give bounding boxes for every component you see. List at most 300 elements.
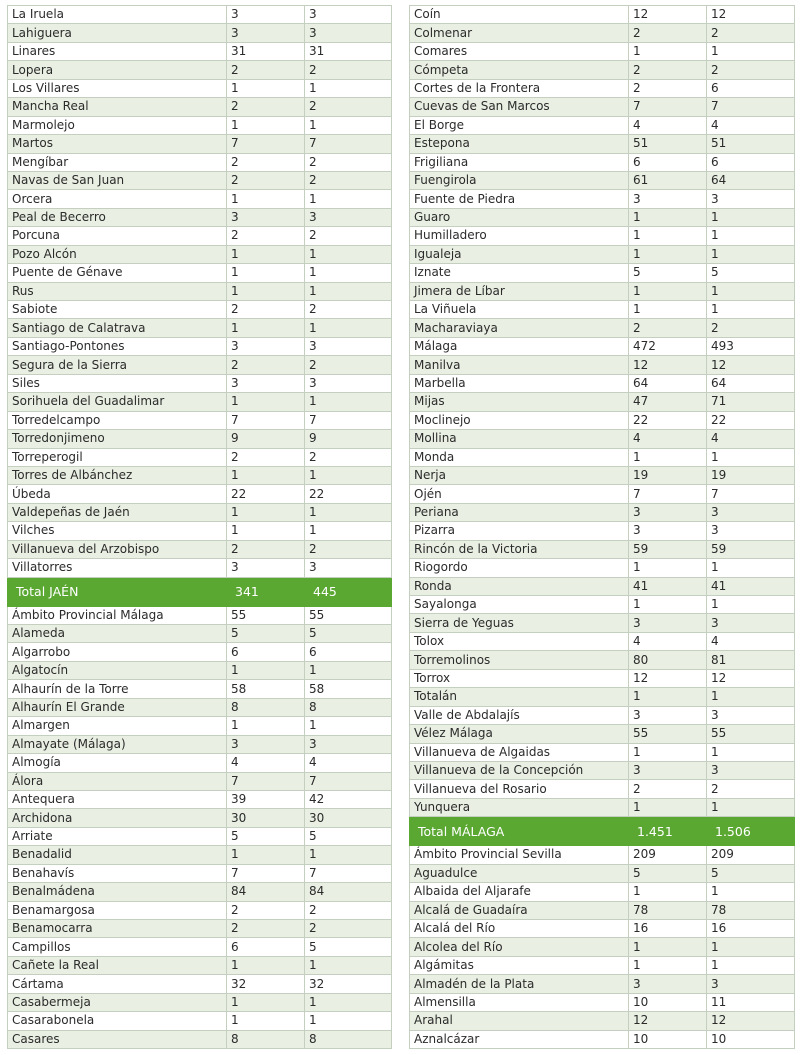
value-cell-2: 1 — [305, 846, 392, 864]
value-cell-2: 1 — [305, 79, 392, 97]
table-row — [8, 503, 392, 521]
value-cell-1: 1 — [629, 448, 707, 466]
table-row — [410, 743, 795, 761]
value-cell-2: 1 — [305, 717, 392, 735]
value-cell-2: 16 — [707, 920, 795, 938]
municipality-cell: Torremolinos — [410, 651, 629, 669]
table-row — [8, 698, 392, 716]
value-cell-1: 7 — [227, 135, 305, 153]
value-cell-1: 58 — [227, 680, 305, 698]
table-row — [8, 827, 392, 845]
value-cell-2: 3 — [707, 522, 795, 540]
value-cell-2: 2 — [707, 24, 795, 42]
value-cell-1: 1 — [227, 264, 305, 282]
value-cell-1: 55 — [227, 606, 305, 624]
municipality-cell: Macharaviaya — [410, 319, 629, 337]
municipality-cell: Algatocín — [8, 661, 227, 679]
value-cell-1: 1 — [629, 208, 707, 226]
municipality-cell: Almayate (Málaga) — [8, 735, 227, 753]
table-row — [8, 301, 392, 319]
value-cell-2: 3 — [707, 614, 795, 632]
table-row — [410, 282, 795, 300]
value-cell-1: 31 — [227, 42, 305, 60]
municipality-cell: Marmolejo — [8, 116, 227, 134]
value-cell-1: 10 — [629, 993, 707, 1011]
value-cell-2: 7 — [305, 411, 392, 429]
table-row — [410, 393, 795, 411]
municipality-cell: Pozo Alcón — [8, 245, 227, 263]
municipality-cell: Benahavís — [8, 864, 227, 882]
value-cell-2: 1 — [707, 938, 795, 956]
value-cell-1: 4 — [629, 632, 707, 650]
value-cell-1: 1 — [227, 1012, 305, 1030]
municipality-cell: Siles — [8, 374, 227, 392]
table-row — [410, 503, 795, 521]
value-cell-2: 12 — [707, 669, 795, 687]
table-row — [8, 956, 392, 974]
table-row — [8, 522, 392, 540]
table-row — [8, 540, 392, 558]
municipality-cell: Navas de San Juan — [8, 171, 227, 189]
value-cell-1: 1 — [629, 559, 707, 577]
municipality-cell: Mollina — [410, 430, 629, 448]
value-cell-2: 493 — [707, 337, 795, 355]
table-row — [410, 559, 795, 577]
table-row — [8, 208, 392, 226]
municipality-cell: Archidona — [8, 809, 227, 827]
value-cell-1: 19 — [629, 466, 707, 484]
table-row — [8, 606, 392, 624]
municipality-cell: Algámitas — [410, 956, 629, 974]
value-cell-1: 5 — [227, 625, 305, 643]
municipality-cell: Martos — [8, 135, 227, 153]
municipality-cell: Alcalá de Guadaíra — [410, 901, 629, 919]
value-cell-2: 4 — [707, 116, 795, 134]
municipality-cell: Torredelcampo — [8, 411, 227, 429]
value-cell-2: 7 — [707, 98, 795, 116]
value-cell-1: 51 — [629, 135, 707, 153]
value-cell-2: 5 — [707, 864, 795, 882]
value-cell-1: 1 — [629, 688, 707, 706]
municipality-cell: Moclinejo — [410, 411, 629, 429]
value-cell-2: 3 — [305, 735, 392, 753]
municipality-cell: Orcera — [8, 190, 227, 208]
table-row — [410, 956, 795, 974]
value-cell-1: 80 — [629, 651, 707, 669]
value-cell-1: 39 — [227, 790, 305, 808]
value-cell-2: 3 — [305, 559, 392, 577]
table-row — [8, 116, 392, 134]
value-cell-2: 78 — [707, 901, 795, 919]
value-cell-1: 3 — [227, 559, 305, 577]
table-row — [410, 171, 795, 189]
value-cell-1: 1.451 — [629, 817, 707, 846]
municipality-cell: Mijas — [410, 393, 629, 411]
municipality-cell: Villanueva del Rosario — [410, 780, 629, 798]
value-cell-1: 61 — [629, 171, 707, 189]
value-cell-2: 8 — [305, 698, 392, 716]
value-cell-2: 7 — [305, 772, 392, 790]
value-cell-2: 2 — [305, 448, 392, 466]
value-cell-2: 2 — [305, 171, 392, 189]
table-row — [8, 24, 392, 42]
table-row — [8, 680, 392, 698]
value-cell-1: 2 — [629, 319, 707, 337]
table-row — [410, 264, 795, 282]
municipality-cell: Villatorres — [8, 559, 227, 577]
value-cell-2: 1.506 — [707, 817, 795, 846]
municipality-cell: Torrox — [410, 669, 629, 687]
table-row — [410, 596, 795, 614]
value-cell-1: 30 — [227, 809, 305, 827]
table-row — [8, 264, 392, 282]
value-cell-2: 3 — [305, 208, 392, 226]
table-row — [410, 669, 795, 687]
municipality-cell: Santiago de Calatrava — [8, 319, 227, 337]
table-row — [410, 135, 795, 153]
value-cell-2: 6 — [707, 153, 795, 171]
value-cell-1: 2 — [629, 24, 707, 42]
value-cell-1: 1 — [227, 846, 305, 864]
value-cell-2: 209 — [707, 846, 795, 864]
table-row — [8, 735, 392, 753]
municipality-cell: Frigiliana — [410, 153, 629, 171]
table-row — [8, 938, 392, 956]
table-row — [8, 135, 392, 153]
value-cell-1: 2 — [227, 61, 305, 79]
table-row — [410, 920, 795, 938]
municipality-cell: Alcolea del Río — [410, 938, 629, 956]
table-row — [410, 24, 795, 42]
municipality-table-left — [7, 5, 392, 1049]
municipality-cell: Colmenar — [410, 24, 629, 42]
municipality-cell: Villanueva de Algaidas — [410, 743, 629, 761]
table-row — [410, 938, 795, 956]
municipality-cell: Albaida del Aljarafe — [410, 883, 629, 901]
value-cell-1: 1 — [227, 522, 305, 540]
value-cell-2: 3 — [305, 337, 392, 355]
table-row — [410, 116, 795, 134]
municipality-cell: Aguadulce — [410, 864, 629, 882]
municipality-cell: Lopera — [8, 61, 227, 79]
table-row — [8, 171, 392, 189]
municipality-cell: Benamocarra — [8, 920, 227, 938]
municipality-cell: Alameda — [8, 625, 227, 643]
table-row — [410, 975, 795, 993]
municipality-cell: Benamargosa — [8, 901, 227, 919]
table-row — [8, 559, 392, 577]
table-row — [8, 337, 392, 355]
value-cell-2: 1 — [707, 596, 795, 614]
value-cell-2: 1 — [305, 319, 392, 337]
table-row — [410, 901, 795, 919]
municipality-cell: Casarabonela — [8, 1012, 227, 1030]
table-row — [8, 485, 392, 503]
value-cell-1: 7 — [629, 485, 707, 503]
value-cell-2: 1 — [305, 190, 392, 208]
municipality-cell: Igualeja — [410, 245, 629, 263]
value-cell-1: 1 — [629, 798, 707, 816]
table-row — [410, 356, 795, 374]
municipality-cell: Campillos — [8, 938, 227, 956]
value-cell-2: 1 — [707, 301, 795, 319]
table-row — [8, 772, 392, 790]
table-row — [8, 6, 392, 24]
municipality-cell: Almogía — [8, 754, 227, 772]
value-cell-1: 8 — [227, 698, 305, 716]
value-cell-1: 3 — [629, 522, 707, 540]
value-cell-1: 2 — [227, 540, 305, 558]
municipality-cell: Villanueva del Arzobispo — [8, 540, 227, 558]
municipality-cell: Sabiote — [8, 301, 227, 319]
table-row — [8, 393, 392, 411]
table-row — [8, 864, 392, 882]
table-row — [8, 98, 392, 116]
value-cell-2: 32 — [305, 975, 392, 993]
table-row — [8, 1012, 392, 1030]
value-cell-2: 19 — [707, 466, 795, 484]
municipality-cell: Sierra de Yeguas — [410, 614, 629, 632]
value-cell-1: 2 — [629, 780, 707, 798]
value-cell-2: 64 — [707, 374, 795, 392]
municipality-cell: Pizarra — [410, 522, 629, 540]
municipality-cell: Rus — [8, 282, 227, 300]
value-cell-2: 1 — [707, 227, 795, 245]
municipality-cell: Jimera de Líbar — [410, 282, 629, 300]
value-cell-1: 8 — [227, 1030, 305, 1048]
value-cell-1: 1 — [227, 393, 305, 411]
municipality-cell: Cuevas de San Marcos — [410, 98, 629, 116]
municipality-cell: Alhaurín El Grande — [8, 698, 227, 716]
value-cell-2: 30 — [305, 809, 392, 827]
table-row — [8, 356, 392, 374]
value-cell-2: 1 — [707, 743, 795, 761]
value-cell-1: 3 — [629, 614, 707, 632]
value-cell-2: 2 — [305, 901, 392, 919]
value-cell-1: 1 — [227, 993, 305, 1011]
municipality-cell: Guaro — [410, 208, 629, 226]
value-cell-2: 1 — [305, 282, 392, 300]
table-row — [410, 846, 795, 864]
value-cell-1: 3 — [227, 735, 305, 753]
value-cell-1: 1 — [227, 503, 305, 521]
value-cell-1: 32 — [227, 975, 305, 993]
municipality-cell: Álora — [8, 772, 227, 790]
municipality-cell: Casares — [8, 1030, 227, 1048]
municipality-cell: La Iruela — [8, 6, 227, 24]
value-cell-2: 2 — [707, 61, 795, 79]
value-cell-2: 1 — [305, 466, 392, 484]
value-cell-1: 2 — [227, 153, 305, 171]
value-cell-1: 209 — [629, 846, 707, 864]
table-row — [410, 883, 795, 901]
table-row — [8, 411, 392, 429]
municipality-cell: Mengíbar — [8, 153, 227, 171]
municipality-cell: Ronda — [410, 577, 629, 595]
value-cell-2: 22 — [707, 411, 795, 429]
municipality-cell: Arriate — [8, 827, 227, 845]
value-cell-1: 1 — [227, 956, 305, 974]
value-cell-1: 2 — [227, 901, 305, 919]
value-cell-2: 10 — [707, 1030, 795, 1048]
value-cell-2: 2 — [305, 540, 392, 558]
value-cell-2: 1 — [707, 956, 795, 974]
value-cell-2: 2 — [305, 920, 392, 938]
municipality-cell: Cañete la Real — [8, 956, 227, 974]
municipality-cell: Manilva — [410, 356, 629, 374]
value-cell-1: 59 — [629, 540, 707, 558]
table-row — [8, 430, 392, 448]
value-cell-1: 1 — [227, 319, 305, 337]
table-row — [8, 661, 392, 679]
value-cell-2: 2 — [707, 780, 795, 798]
value-cell-1: 4 — [227, 754, 305, 772]
value-cell-2: 41 — [707, 577, 795, 595]
table-row — [410, 374, 795, 392]
value-cell-1: 1 — [227, 79, 305, 97]
value-cell-2: 3 — [305, 374, 392, 392]
table-row — [8, 809, 392, 827]
value-cell-1: 1 — [629, 245, 707, 263]
municipality-cell: Mancha Real — [8, 98, 227, 116]
table-row — [410, 864, 795, 882]
municipality-cell: La Viñuela — [410, 301, 629, 319]
value-cell-1: 1 — [629, 42, 707, 60]
municipality-cell: Fuente de Piedra — [410, 190, 629, 208]
value-cell-1: 22 — [629, 411, 707, 429]
table-row — [410, 466, 795, 484]
value-cell-1: 3 — [629, 761, 707, 779]
value-cell-2: 6 — [305, 643, 392, 661]
value-cell-2: 1 — [305, 956, 392, 974]
table-row — [410, 448, 795, 466]
table-row — [410, 61, 795, 79]
value-cell-1: 47 — [629, 393, 707, 411]
value-cell-2: 1 — [707, 688, 795, 706]
municipality-cell: Algarrobo — [8, 643, 227, 661]
table-row — [410, 761, 795, 779]
municipality-cell: Sayalonga — [410, 596, 629, 614]
municipality-cell: Cártama — [8, 975, 227, 993]
right-table-column — [409, 5, 794, 1049]
municipality-cell: Ojén — [410, 485, 629, 503]
value-cell-1: 7 — [227, 411, 305, 429]
table-row — [8, 717, 392, 735]
value-cell-2: 1 — [305, 245, 392, 263]
table-row — [410, 577, 795, 595]
value-cell-2: 84 — [305, 883, 392, 901]
value-cell-1: 1 — [227, 466, 305, 484]
municipality-cell: Total MÁLAGA — [410, 817, 629, 846]
municipality-cell: Benalmádena — [8, 883, 227, 901]
value-cell-2: 1 — [305, 993, 392, 1011]
value-cell-1: 12 — [629, 6, 707, 24]
value-cell-1: 1 — [227, 190, 305, 208]
municipality-cell: Totalán — [410, 688, 629, 706]
value-cell-1: 3 — [227, 374, 305, 392]
municipality-cell: Almadén de la Plata — [410, 975, 629, 993]
value-cell-2: 3 — [707, 975, 795, 993]
value-cell-2: 5 — [305, 827, 392, 845]
municipality-cell: Fuengirola — [410, 171, 629, 189]
value-cell-2: 2 — [707, 319, 795, 337]
table-row — [8, 790, 392, 808]
table-row — [8, 883, 392, 901]
table-row — [8, 975, 392, 993]
municipality-cell: Peal de Becerro — [8, 208, 227, 226]
value-cell-2: 1 — [707, 798, 795, 816]
value-cell-2: 6 — [707, 79, 795, 97]
municipality-cell: Aznalcázar — [410, 1030, 629, 1048]
municipality-cell: Torredonjimeno — [8, 430, 227, 448]
municipality-cell: Porcuna — [8, 227, 227, 245]
value-cell-2: 55 — [707, 725, 795, 743]
table-row — [410, 993, 795, 1011]
municipality-cell: Comares — [410, 42, 629, 60]
municipality-cell: Torres de Albánchez — [8, 466, 227, 484]
municipality-cell: Marbella — [410, 374, 629, 392]
value-cell-1: 1 — [629, 282, 707, 300]
municipality-cell: Málaga — [410, 337, 629, 355]
value-cell-1: 2 — [227, 356, 305, 374]
value-cell-1: 6 — [227, 938, 305, 956]
municipality-cell: Cómpeta — [410, 61, 629, 79]
value-cell-2: 1 — [305, 503, 392, 521]
value-cell-2: 3 — [707, 503, 795, 521]
municipality-cell: Benadalid — [8, 846, 227, 864]
value-cell-1: 12 — [629, 669, 707, 687]
table-row — [8, 190, 392, 208]
municipality-cell: Los Villares — [8, 79, 227, 97]
table-row — [8, 920, 392, 938]
table-row — [410, 706, 795, 724]
table-row — [8, 643, 392, 661]
value-cell-2: 22 — [305, 485, 392, 503]
value-cell-2: 11 — [707, 993, 795, 1011]
table-row — [410, 319, 795, 337]
value-cell-2: 1 — [707, 559, 795, 577]
table-row — [410, 245, 795, 263]
value-cell-2: 7 — [305, 864, 392, 882]
value-cell-2: 1 — [305, 1012, 392, 1030]
value-cell-1: 5 — [629, 864, 707, 882]
table-row — [410, 688, 795, 706]
value-cell-1: 472 — [629, 337, 707, 355]
value-cell-1: 1 — [629, 227, 707, 245]
value-cell-1: 1 — [629, 743, 707, 761]
municipality-cell: Torreperogil — [8, 448, 227, 466]
value-cell-2: 64 — [707, 171, 795, 189]
value-cell-1: 12 — [629, 356, 707, 374]
value-cell-2: 1 — [305, 116, 392, 134]
value-cell-1: 6 — [629, 153, 707, 171]
table-row — [410, 153, 795, 171]
value-cell-2: 55 — [305, 606, 392, 624]
municipality-cell: Santiago-Pontones — [8, 337, 227, 355]
municipality-cell: Vélez Málaga — [410, 725, 629, 743]
value-cell-2: 1 — [707, 42, 795, 60]
left-table-column — [7, 5, 391, 1049]
value-cell-1: 12 — [629, 1012, 707, 1030]
value-cell-1: 2 — [227, 301, 305, 319]
value-cell-2: 2 — [305, 301, 392, 319]
value-cell-2: 12 — [707, 356, 795, 374]
value-cell-2: 2 — [305, 98, 392, 116]
value-cell-1: 3 — [629, 190, 707, 208]
value-cell-2: 58 — [305, 680, 392, 698]
value-cell-1: 4 — [629, 116, 707, 134]
value-cell-2: 2 — [305, 153, 392, 171]
